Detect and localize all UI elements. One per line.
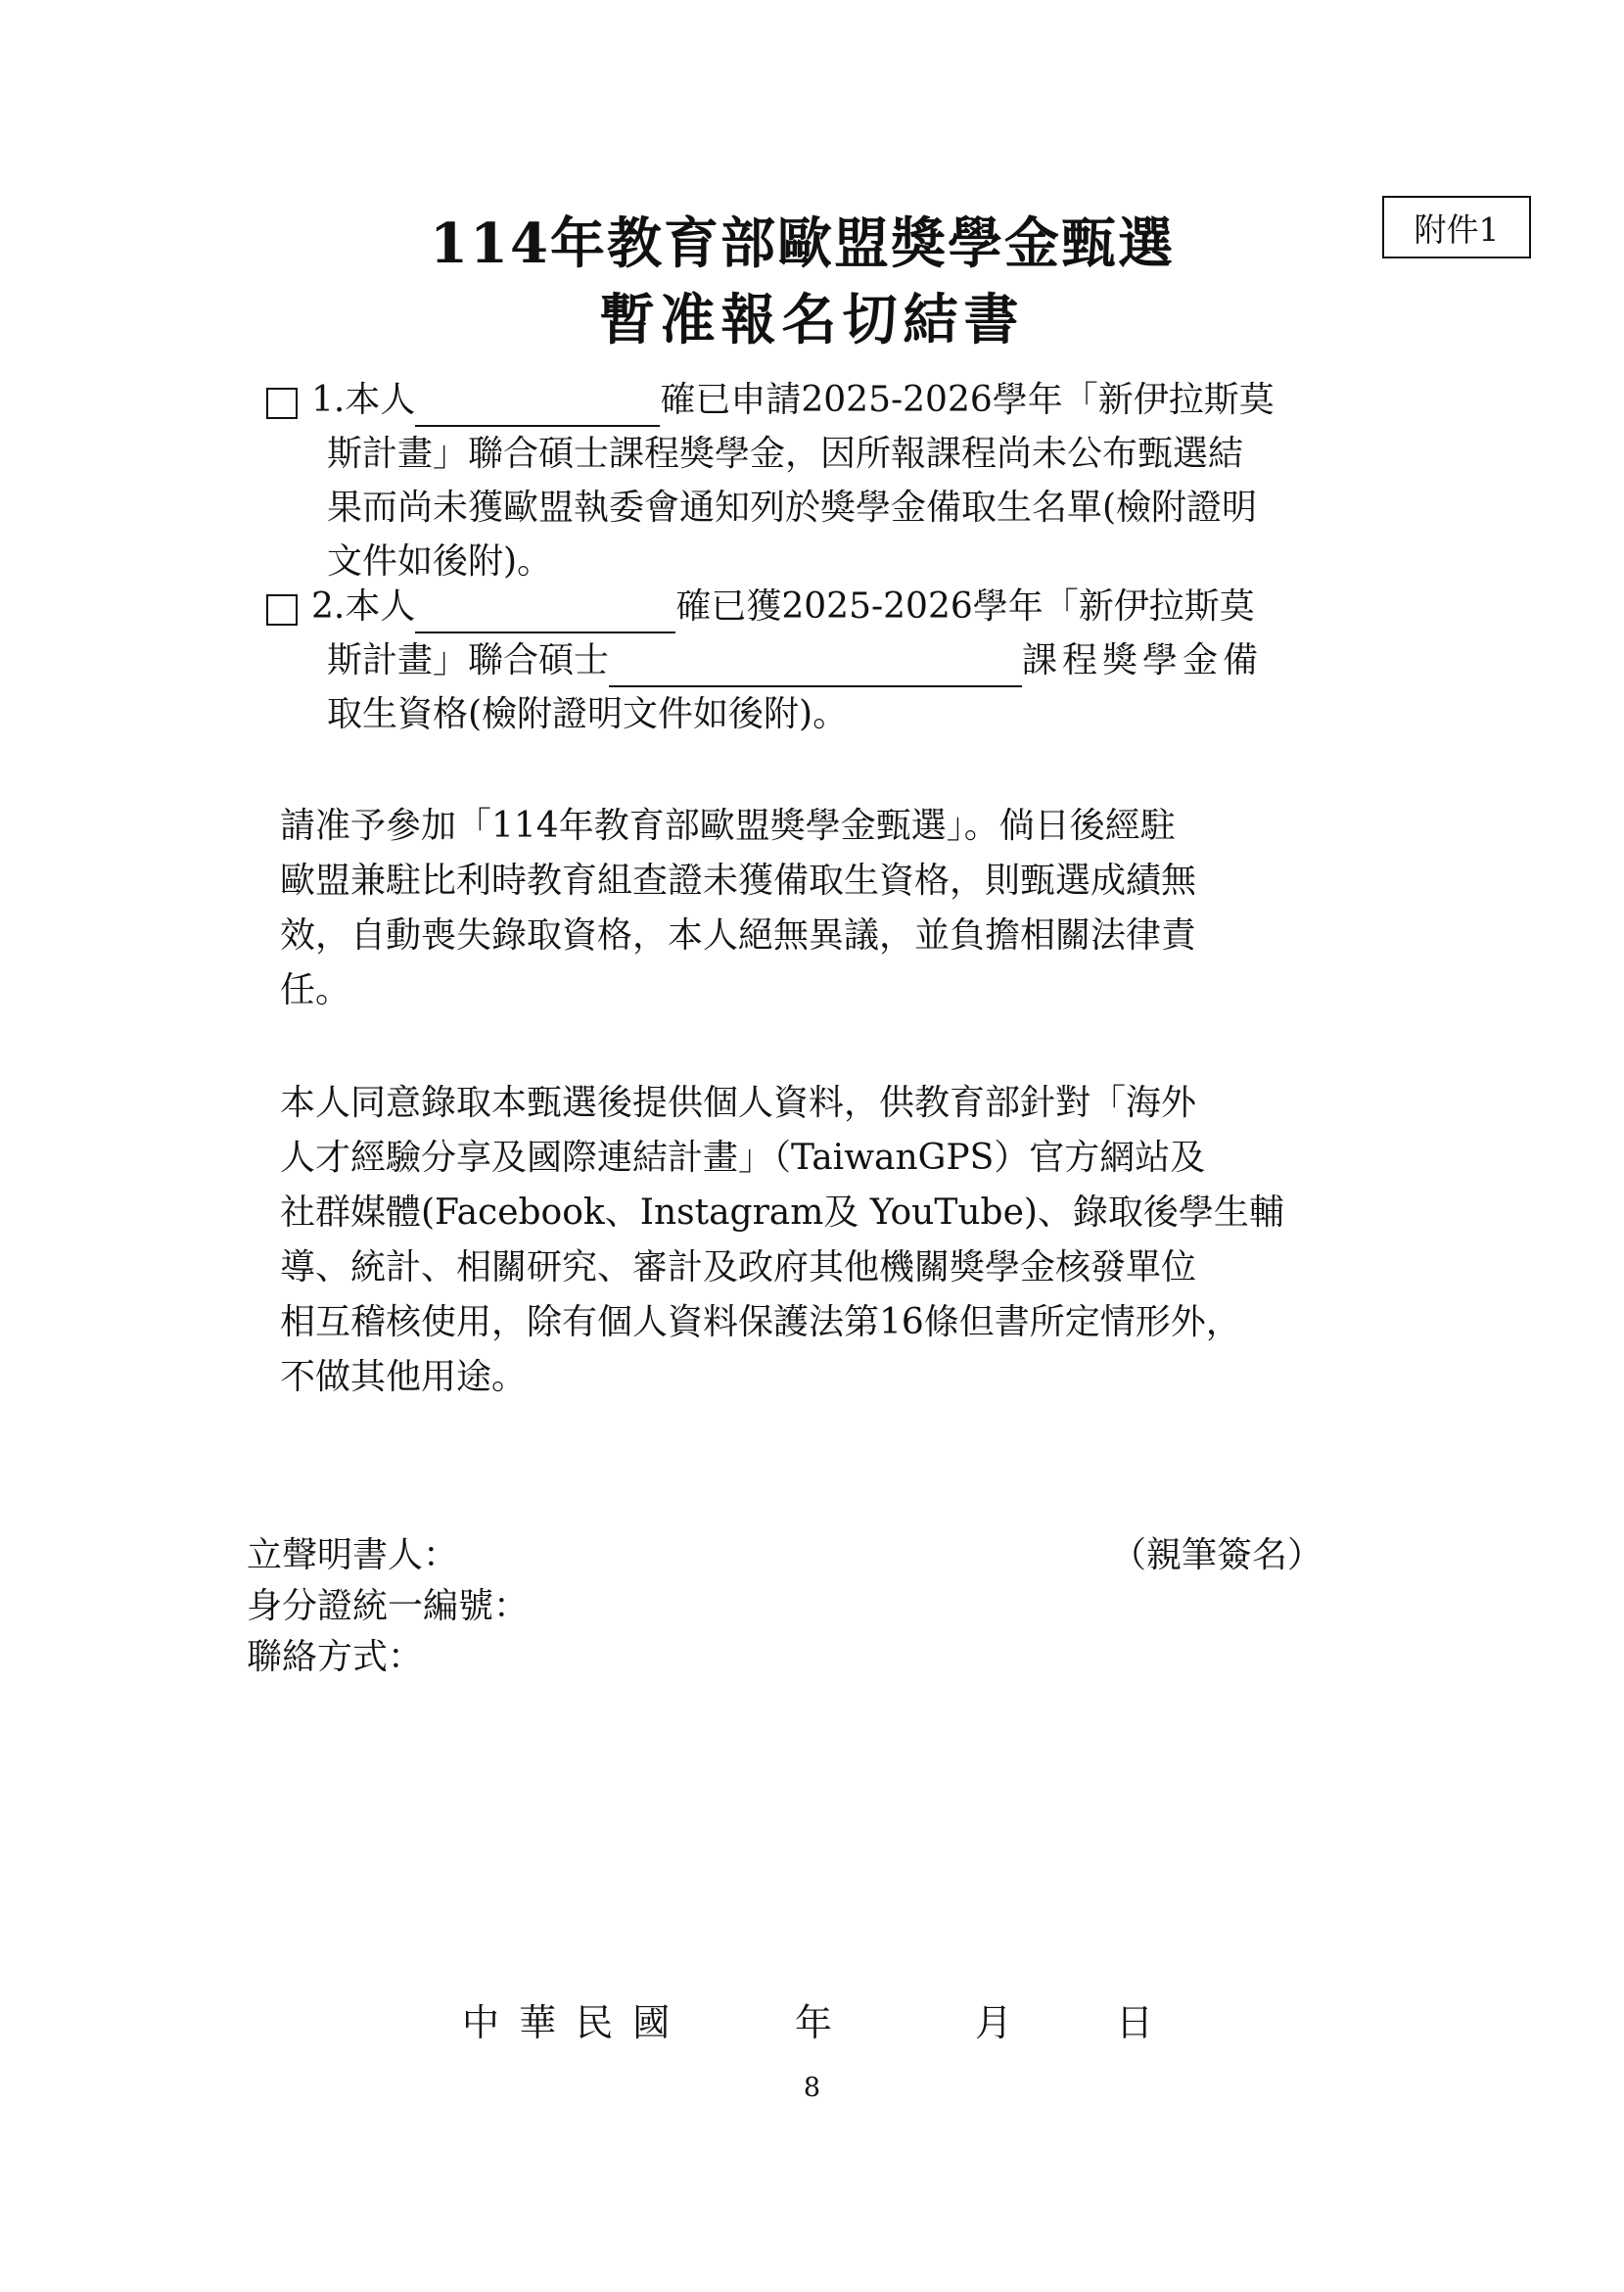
privacy-line: 人才經驗分享及國際連結計畫」（TaiwanGPS）官方網站及 bbox=[280, 1138, 1206, 1178]
page-title: 114年教育部歐盟獎學金甄選 bbox=[430, 211, 1175, 276]
option-2-program-blank[interactable] bbox=[609, 646, 1022, 687]
option-1-line-1 bbox=[311, 374, 1275, 427]
date-roc-label: 中 華 民 國 bbox=[462, 2001, 674, 2044]
date-day-label: 日 bbox=[1116, 2001, 1154, 2044]
option-1-line-3: 果而尚未獲歐盟執委會通知列於獎學金備取生名單(檢附證明 bbox=[327, 488, 1258, 528]
option-2-checkbox[interactable] bbox=[266, 594, 298, 626]
option-2-program-suffix: 課程獎學金備 bbox=[1022, 640, 1264, 680]
option-1-suffix: 確已申請2025-2026學年「新伊拉斯莫 bbox=[660, 380, 1275, 420]
privacy-line: 本人同意錄取本甄選後提供個人資料，供教育部針對「海外 bbox=[280, 1083, 1197, 1123]
id-number-label: 身分證統一編號： bbox=[247, 1586, 530, 1626]
option-1-line-2: 斯計畫」聯合碩士課程獎學金，因所報課程尚未公布甄選結 bbox=[327, 434, 1244, 474]
privacy-line: 不做其他用途。 bbox=[280, 1357, 528, 1397]
consent-line: 歐盟兼駐比利時教育組查證未獲備取生資格，則甄選成績無 bbox=[280, 861, 1197, 901]
consent-line: 請准予參加「114年教育部歐盟獎學金甄選」。倘日後經駐 bbox=[280, 806, 1176, 846]
contact-label: 聯絡方式： bbox=[247, 1637, 424, 1677]
page-number: 8 bbox=[803, 2073, 821, 2103]
privacy-line: 導、統計、相關研究、審計及政府其他機關獎學金核發單位 bbox=[280, 1247, 1197, 1287]
option-2-line-2 bbox=[327, 634, 1263, 687]
attachment-label: 附件1 bbox=[1382, 196, 1531, 258]
option-1-line-4: 文件如後附)。 bbox=[327, 541, 553, 582]
signature-note: （親筆簽名） bbox=[1111, 1535, 1323, 1575]
option-2-name-blank[interactable] bbox=[415, 592, 675, 633]
privacy-line: 相互稽核使用，除有個人資料保護法第16條但書所定情形外， bbox=[280, 1302, 1241, 1342]
option-2-suffix: 確已獲2025-2026學年「新伊拉斯莫 bbox=[675, 586, 1255, 627]
page-subtitle: 暫准報名切結書 bbox=[599, 288, 1025, 352]
date-year-label: 年 bbox=[795, 2001, 833, 2044]
option-2-program-prefix: 斯計畫」聯合碩士 bbox=[327, 640, 610, 680]
consent-line: 效，自動喪失錄取資格，本人絕無異議，並負擔相關法律責 bbox=[280, 915, 1197, 956]
option-2-prefix: 2.本人 bbox=[311, 586, 416, 627]
declarant-label: 立聲明書人： bbox=[247, 1535, 459, 1575]
consent-line: 任。 bbox=[280, 970, 351, 1010]
option-1-checkbox[interactable] bbox=[266, 388, 298, 419]
option-1 bbox=[266, 374, 1323, 599]
option-1-name-blank[interactable] bbox=[415, 386, 660, 427]
date-month-label: 月 bbox=[975, 2001, 1013, 2044]
privacy-line: 社群媒體(Facebook、Instagram及 YouTube)、錄取後學生輔 bbox=[280, 1193, 1284, 1233]
option-1-prefix: 1.本人 bbox=[311, 380, 416, 420]
option-2-line-1 bbox=[311, 581, 1255, 633]
option-2-line-3: 取生資格(檢附證明文件如後附)。 bbox=[327, 694, 849, 734]
option-2 bbox=[266, 581, 1323, 752]
